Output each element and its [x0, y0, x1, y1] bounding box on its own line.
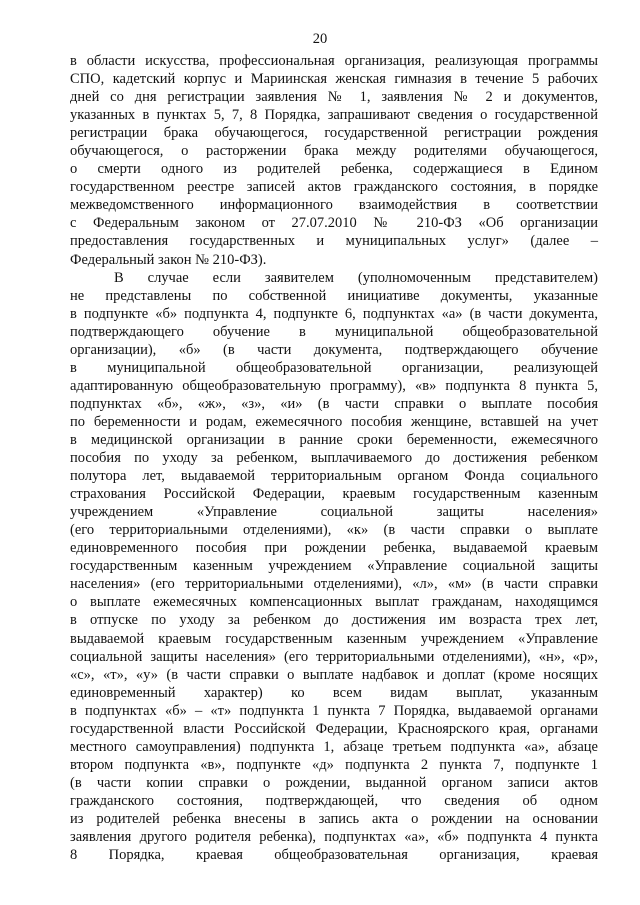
text-line: (его территориальными отделениями), «к» (в части справки о выплате	[70, 522, 598, 539]
text-line: обучающегося, о расторжении брака между родителями обучающегося,	[70, 143, 598, 160]
text-line: дней со дня регистрации заявления № 1, заявления № 2 и документов,	[70, 89, 598, 106]
text-line: подпунктах «б», «ж», «з», «и» (в части справки о выплате пособия	[70, 395, 598, 412]
text-line: втором подпункта «в», подпункте «д» подпункта 2 пункта 7, подпункте 1	[70, 756, 598, 773]
text-line: государственным казенным учреждением «Управление социальной защиты	[70, 558, 598, 575]
text-line: заявления другого родителя ребенка), подпунктах «а», «б» подпункта 4 пункта	[70, 829, 598, 846]
text-line: СПО, кадетский корпус и Мариинская женская гимназия в течение 5 рабочих	[70, 71, 598, 88]
text-line: учреждением «Управление социальной защиты населения»	[70, 504, 598, 521]
text-line: регистрации брака обучающегося, государственной регистрации рождения	[70, 125, 598, 142]
text-line: не представлены по собственной инициативе документы, указанные	[70, 287, 598, 304]
text-line: населения» (его территориальными отделениями), «л», «м» (в части справки	[70, 576, 598, 593]
text-line: местного самоуправления) подпункта 1, абзаце третьем подпункта «а», абзаце	[70, 738, 598, 755]
text-line: в области искусства, профессиональная организация, реализующая программы	[70, 53, 598, 69]
text-line: подтверждающего обучение в муниципальной общеобразовательной	[70, 323, 598, 340]
body-text	[70, 52, 598, 864]
text-line: о смерти одного из родителей ребенка, содержащиеся в Едином	[70, 161, 598, 178]
text-line: «с», «т», «у» (в части справки о выплате надбавок и доплат (кроме носящих	[70, 666, 598, 683]
text-line: с Федеральным законом от 27.07.2010 № 210-ФЗ «Об организации	[70, 215, 598, 232]
text-line: государственном реестре записей актов гражданского состояния, в порядке	[70, 179, 598, 196]
text-line: гражданского состояния, подтверждающей, что сведения об одном	[70, 792, 598, 809]
text-line: 8 Порядка, краевая общеобразовательная организация, краевая	[70, 847, 598, 864]
text-line: в муниципальной общеобразовательной организации, реализующей	[70, 359, 598, 376]
text-line: социальной защиты населения» (его территориальными отделениями), «н», «р»,	[70, 648, 598, 665]
text-line: по беременности и родам, ежемесячного пособия женщине, вставшей на учет	[70, 413, 598, 430]
page-number: 20	[312, 31, 328, 47]
text-line: В случае если заявителем (уполномоченным представителем)	[114, 269, 598, 286]
text-line: полутора лет, выдаваемой территориальным органом Фонда социального	[70, 468, 598, 485]
text-line: в подпунктах «б» – «т» подпункта 1 пункта 7 Порядка, выдаваемой органами	[70, 702, 598, 719]
text-line: организации), «б» (в части документа, подтверждающего обучение	[70, 341, 598, 358]
text-line: о выплате ежемесячных компенсационных выплат гражданам, находящимся	[70, 594, 598, 611]
text-line: предоставления государственных и муниципальных услуг» (далее –	[70, 233, 598, 250]
text-line: страхования Российской Федерации, краевым государственным казенным	[70, 486, 598, 503]
text-line: выдаваемой краевым государственным казенным учреждением «Управление	[70, 630, 598, 647]
text-line: адаптированную общеобразовательную программу), «в» подпункта 8 пункта 5,	[70, 377, 598, 394]
text-line: в отпуске по уходу за ребенком до достижения им возраста трех лет,	[70, 612, 598, 629]
text-line: межведомственного информационного взаимодействия в соответствии	[70, 197, 598, 214]
text-line: из родителей ребенка внесены в запись акта о рождении на основании	[70, 810, 598, 827]
text-line: пособия по уходу за ребенком, выплачиваемого до достижения ребенком	[70, 450, 598, 467]
text-line: в подпункте «б» подпункта 4, подпункте 6, подпунктах «а» (в части документа,	[70, 305, 598, 322]
text-line: указанных в пунктах 5, 7, 8 Порядка, запрашивают сведения о государственной	[70, 107, 598, 124]
text-line: в медицинской организации в ранние сроки беременности, ежемесячного	[70, 431, 598, 448]
text-line: единовременного пособия при рождении ребенка, выдаваемой краевым	[70, 540, 598, 557]
text-line: единовременный характер) ко всем видам выплат, указанным	[70, 684, 598, 701]
text-line: (в части копии справки о рождении, выданной органом записи актов	[70, 774, 598, 791]
text-line: Федеральный закон № 210-ФЗ).	[70, 251, 267, 268]
text-line: государственной власти Российской Федерации, Красноярского края, органами	[70, 720, 598, 737]
